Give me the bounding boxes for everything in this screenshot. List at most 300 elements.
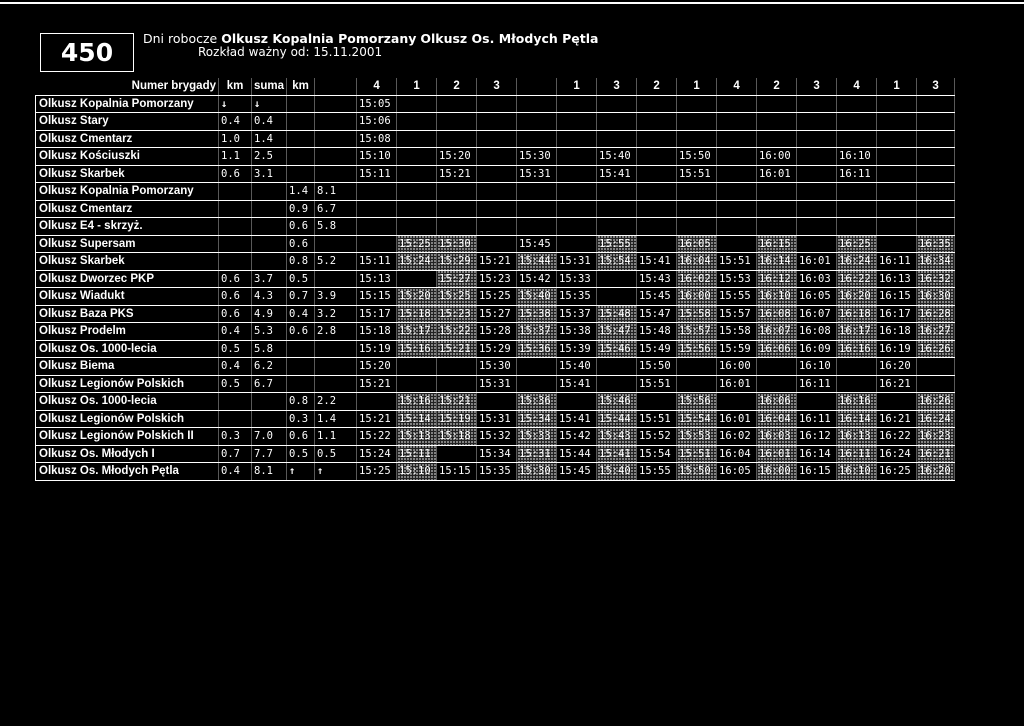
distance-cell: 0.5	[219, 340, 252, 358]
departure-time: 15:58	[717, 323, 757, 341]
distance-cell: 0.6	[219, 288, 252, 306]
departure-time	[677, 375, 717, 393]
departure-time	[557, 183, 597, 201]
departure-time	[877, 148, 917, 166]
header-cell: 4	[717, 78, 757, 95]
distance-cell: 6.7	[252, 375, 287, 393]
departure-time: 15:20	[397, 288, 437, 306]
departure-time	[477, 95, 517, 113]
departure-time: 16:22	[837, 270, 877, 288]
departure-time	[477, 148, 517, 166]
departure-time: 15:35	[477, 463, 517, 481]
departure-time: 15:51	[677, 445, 717, 463]
departure-time	[757, 113, 797, 131]
departure-time: 15:48	[637, 323, 677, 341]
arrow-up-icon: ↑	[287, 463, 315, 481]
departure-time: 16:24	[877, 445, 917, 463]
departure-time: 15:51	[717, 253, 757, 271]
departure-time	[597, 288, 637, 306]
distance-cell: 7.0	[252, 428, 287, 446]
departure-time	[397, 113, 437, 131]
table-row	[36, 393, 955, 411]
departure-time	[557, 148, 597, 166]
departure-time: 16:04	[757, 410, 797, 428]
departure-time	[797, 113, 837, 131]
departure-time: 15:46	[597, 340, 637, 358]
departure-time	[717, 95, 757, 113]
stop-name: Olkusz Os. Młodych Pętla	[36, 463, 219, 481]
departure-time: 15:41	[637, 253, 677, 271]
departure-time	[837, 113, 877, 131]
departure-time	[877, 183, 917, 201]
distance-cell: 5.2	[315, 253, 357, 271]
distance-cell: 2.8	[315, 323, 357, 341]
departure-time: 15:51	[677, 165, 717, 183]
distance-cell: 0.4	[219, 463, 252, 481]
departure-time: 15:29	[437, 253, 477, 271]
distance-cell: 1.1	[219, 148, 252, 166]
departure-time: 15:54	[597, 253, 637, 271]
validity-date: Rozkład ważny od: 15.11.2001	[198, 45, 383, 59]
departure-time	[837, 375, 877, 393]
departure-time: 16:10	[837, 148, 877, 166]
departure-time: 16:02	[677, 270, 717, 288]
departure-time	[877, 200, 917, 218]
departure-time	[717, 218, 757, 236]
departure-time: 15:32	[477, 428, 517, 446]
stop-name: Olkusz Kopalnia Pomorzany	[36, 95, 219, 113]
departure-time: 15:46	[597, 393, 637, 411]
departure-time: 15:11	[357, 165, 397, 183]
table-row	[36, 323, 955, 341]
distance-cell: 6.7	[315, 200, 357, 218]
departure-time	[517, 130, 557, 148]
departure-time: 16:10	[837, 463, 877, 481]
departure-time: 15:31	[517, 445, 557, 463]
departure-time: 15:20	[437, 148, 477, 166]
departure-time	[717, 200, 757, 218]
departure-time	[597, 375, 637, 393]
from-stop: Olkusz Kopalnia Pomorzany	[221, 31, 417, 46]
distance-cell	[287, 113, 315, 131]
departure-time	[757, 358, 797, 376]
timetable	[35, 78, 955, 481]
departure-time: 16:04	[677, 253, 717, 271]
departure-time	[917, 95, 955, 113]
departure-time: 15:54	[637, 445, 677, 463]
departure-time: 16:12	[797, 428, 837, 446]
departure-time: 15:51	[637, 410, 677, 428]
departure-time: 15:44	[597, 410, 637, 428]
distance-cell: 8.1	[252, 463, 287, 481]
distance-cell	[287, 148, 315, 166]
departure-time	[397, 183, 437, 201]
header-cell: 3	[917, 78, 955, 95]
table-row	[36, 183, 955, 201]
distance-cell: 0.6	[219, 305, 252, 323]
departure-time: 16:06	[757, 340, 797, 358]
departure-time: 16:28	[917, 305, 955, 323]
departure-time: 15:11	[357, 253, 397, 271]
header-cell: 4	[837, 78, 877, 95]
departure-time: 15:50	[677, 463, 717, 481]
departure-time: 16:00	[677, 288, 717, 306]
departure-time	[717, 148, 757, 166]
departure-time	[877, 218, 917, 236]
departure-time: 16:21	[877, 375, 917, 393]
header-cell: km	[219, 78, 252, 95]
departure-time	[677, 200, 717, 218]
departure-time	[477, 200, 517, 218]
distance-cell: 0.7	[219, 445, 252, 463]
departure-time	[797, 235, 837, 253]
departure-time: 16:11	[797, 410, 837, 428]
distance-cell	[287, 358, 315, 376]
departure-time: 15:10	[397, 463, 437, 481]
distance-cell: 3.7	[252, 270, 287, 288]
departure-time: 15:31	[557, 253, 597, 271]
header-cell	[517, 78, 557, 95]
stop-name: Olkusz Os. 1000-lecia	[36, 393, 219, 411]
departure-time: 15:55	[637, 463, 677, 481]
table-row	[36, 445, 955, 463]
departure-time: 16:02	[717, 428, 757, 446]
departure-time: 15:45	[557, 463, 597, 481]
departure-time	[837, 200, 877, 218]
stop-name: Olkusz Prodelm	[36, 323, 219, 341]
departure-time: 15:49	[637, 340, 677, 358]
departure-time	[437, 445, 477, 463]
departure-time: 16:01	[797, 253, 837, 271]
distance-cell	[315, 235, 357, 253]
table-row	[36, 288, 955, 306]
departure-time	[757, 183, 797, 201]
departure-time: 15:31	[517, 165, 557, 183]
departure-time	[677, 218, 717, 236]
departure-time: 15:48	[597, 305, 637, 323]
departure-time: 16:05	[717, 463, 757, 481]
departure-time: 16:30	[917, 288, 955, 306]
departure-time: 16:27	[917, 323, 955, 341]
departure-time: 15:44	[517, 253, 557, 271]
departure-time	[557, 113, 597, 131]
departure-time: 15:24	[397, 253, 437, 271]
departure-time: 15:21	[357, 410, 397, 428]
departure-time	[437, 200, 477, 218]
departure-time: 15:33	[517, 428, 557, 446]
table-row	[36, 165, 955, 183]
distance-cell: 0.5	[287, 445, 315, 463]
departure-time	[477, 393, 517, 411]
stop-name: Olkusz Os. 1000-lecia	[36, 340, 219, 358]
distance-cell: 1.4	[252, 130, 287, 148]
departure-time: 15:51	[637, 375, 677, 393]
table-row	[36, 218, 955, 236]
stop-name: Olkusz Skarbek	[36, 165, 219, 183]
departure-time: 15:05	[357, 95, 397, 113]
header-cell: km	[287, 78, 315, 95]
timetable-title	[143, 31, 598, 46]
table-row	[36, 130, 955, 148]
departure-time: 16:25	[877, 463, 917, 481]
departure-time: 15:31	[477, 410, 517, 428]
stop-name: Olkusz Stary	[36, 113, 219, 131]
departure-time	[757, 375, 797, 393]
departure-time: 15:20	[357, 358, 397, 376]
departure-time	[517, 375, 557, 393]
departure-time	[757, 218, 797, 236]
departure-time	[517, 200, 557, 218]
departure-time	[837, 218, 877, 236]
distance-cell	[252, 393, 287, 411]
departure-time: 15:38	[517, 305, 557, 323]
departure-time: 16:17	[877, 305, 917, 323]
departure-time	[437, 130, 477, 148]
departure-time: 15:13	[397, 428, 437, 446]
departure-time	[917, 200, 955, 218]
header-cell: 3	[597, 78, 637, 95]
departure-time	[877, 393, 917, 411]
departure-time: 15:58	[677, 305, 717, 323]
route-number: 450	[60, 38, 114, 67]
departure-time: 15:23	[437, 305, 477, 323]
departure-time: 16:05	[797, 288, 837, 306]
table-row	[36, 305, 955, 323]
departure-time	[637, 235, 677, 253]
departure-time	[437, 95, 477, 113]
departure-time: 16:15	[757, 235, 797, 253]
distance-cell	[219, 183, 252, 201]
table-row	[36, 200, 955, 218]
departure-time: 16:13	[877, 270, 917, 288]
departure-time: 15:40	[597, 148, 637, 166]
distance-cell: 2.2	[315, 393, 357, 411]
header-cell: 3	[477, 78, 517, 95]
departure-time	[837, 130, 877, 148]
header-cell: 3	[797, 78, 837, 95]
departure-time	[717, 183, 757, 201]
departure-time: 15:17	[397, 323, 437, 341]
departure-time: 15:44	[557, 445, 597, 463]
distance-cell	[315, 375, 357, 393]
stop-name: Olkusz Legionów Polskich II	[36, 428, 219, 446]
stop-name: Olkusz Wiadukt	[36, 288, 219, 306]
departure-time	[637, 183, 677, 201]
departure-time: 15:18	[437, 428, 477, 446]
departure-time: 16:01	[717, 410, 757, 428]
departure-time: 16:06	[757, 393, 797, 411]
departure-time: 16:20	[917, 463, 955, 481]
departure-time: 15:41	[597, 445, 637, 463]
distance-cell: 0.6	[287, 323, 315, 341]
departure-time: 15:36	[517, 340, 557, 358]
departure-time: 15:56	[677, 340, 717, 358]
departure-time	[717, 113, 757, 131]
header-cell: 1	[557, 78, 597, 95]
departure-time	[717, 393, 757, 411]
departure-time: 16:00	[757, 148, 797, 166]
header-cell: 4	[357, 78, 397, 95]
distance-cell	[252, 200, 287, 218]
departure-time: 15:24	[357, 445, 397, 463]
departure-time	[517, 358, 557, 376]
departure-time	[397, 270, 437, 288]
departure-time	[797, 130, 837, 148]
departure-time	[677, 183, 717, 201]
distance-cell: 0.5	[287, 270, 315, 288]
departure-time: 15:10	[357, 148, 397, 166]
departure-time	[597, 183, 637, 201]
departure-time	[557, 200, 597, 218]
departure-time	[597, 200, 637, 218]
departure-time	[517, 183, 557, 201]
distance-cell	[252, 183, 287, 201]
distance-cell: 0.4	[219, 113, 252, 131]
distance-cell: 0.6	[219, 270, 252, 288]
departure-time	[917, 130, 955, 148]
departure-time: 15:29	[477, 340, 517, 358]
departure-time	[477, 218, 517, 236]
departure-time	[597, 358, 637, 376]
departure-time: 16:13	[837, 428, 877, 446]
departure-time: 16:12	[757, 270, 797, 288]
table-row	[36, 270, 955, 288]
departure-time: 16:01	[717, 375, 757, 393]
departure-time: 15:40	[597, 463, 637, 481]
distance-cell	[252, 410, 287, 428]
departure-time: 15:16	[397, 393, 437, 411]
departure-time: 15:15	[437, 463, 477, 481]
departure-time: 15:47	[597, 323, 637, 341]
departure-time	[637, 148, 677, 166]
departure-time: 15:40	[557, 358, 597, 376]
header-cell: 1	[877, 78, 917, 95]
departure-time: 16:05	[677, 235, 717, 253]
departure-time: 16:14	[837, 410, 877, 428]
departure-time: 15:34	[477, 445, 517, 463]
departure-time: 16:15	[877, 288, 917, 306]
departure-time: 16:00	[757, 463, 797, 481]
departure-time: 16:25	[837, 235, 877, 253]
stop-name: Olkusz Biema	[36, 358, 219, 376]
stop-name: Olkusz Legionów Polskich	[36, 375, 219, 393]
table-row	[36, 95, 955, 113]
stop-name: Olkusz Cmentarz	[36, 200, 219, 218]
departure-time: 16:09	[797, 340, 837, 358]
departure-time	[517, 218, 557, 236]
departure-time: 16:17	[837, 323, 877, 341]
departure-time	[717, 235, 757, 253]
departure-time: 15:45	[637, 288, 677, 306]
departure-time: 15:14	[397, 410, 437, 428]
stop-name: Olkusz E4 - skrzyż.	[36, 218, 219, 236]
departure-time: 15:57	[677, 323, 717, 341]
distance-cell: 0.5	[315, 445, 357, 463]
departure-time	[677, 95, 717, 113]
departure-time: 16:26	[917, 340, 955, 358]
departure-time	[557, 95, 597, 113]
distance-cell: 7.7	[252, 445, 287, 463]
distance-cell: 0.4	[219, 358, 252, 376]
departure-time	[677, 358, 717, 376]
distance-cell: 1.1	[315, 428, 357, 446]
departure-time	[637, 165, 677, 183]
distance-cell	[219, 200, 252, 218]
distance-cell	[315, 95, 357, 113]
departure-time	[877, 235, 917, 253]
distance-cell	[287, 375, 315, 393]
departure-time: 16:24	[837, 253, 877, 271]
departure-time: 15:30	[477, 358, 517, 376]
departure-time: 15:17	[357, 305, 397, 323]
timetable-body	[36, 95, 955, 480]
distance-cell	[315, 130, 357, 148]
departure-time	[797, 148, 837, 166]
departure-time	[437, 218, 477, 236]
stop-name: Olkusz Baza PKS	[36, 305, 219, 323]
departure-time: 16:16	[837, 393, 877, 411]
departure-time: 15:31	[477, 375, 517, 393]
departure-time: 15:08	[357, 130, 397, 148]
departure-time: 15:30	[517, 463, 557, 481]
departure-time: 15:38	[557, 323, 597, 341]
brigade-number-label: Numer brygady	[36, 78, 219, 95]
departure-time: 15:21	[437, 393, 477, 411]
table-row	[36, 113, 955, 131]
departure-time: 15:50	[637, 358, 677, 376]
departure-time	[837, 358, 877, 376]
departure-time	[597, 130, 637, 148]
departure-time: 16:24	[917, 410, 955, 428]
departure-time	[877, 113, 917, 131]
departure-time: 15:30	[517, 148, 557, 166]
top-rule	[0, 2, 1024, 4]
table-row	[36, 463, 955, 481]
departure-time: 16:34	[917, 253, 955, 271]
stop-name: Olkusz Os. Młodych I	[36, 445, 219, 463]
departure-time: 16:18	[877, 323, 917, 341]
distance-cell: 3.9	[315, 288, 357, 306]
departure-time: 16:20	[837, 288, 877, 306]
distance-cell	[219, 218, 252, 236]
departure-time: 16:11	[877, 253, 917, 271]
header-cell: 2	[637, 78, 677, 95]
departure-time	[797, 165, 837, 183]
departure-time	[637, 130, 677, 148]
departure-time	[677, 113, 717, 131]
departure-time	[637, 200, 677, 218]
departure-time: 16:08	[757, 305, 797, 323]
departure-time: 16:10	[757, 288, 797, 306]
departure-time	[917, 113, 955, 131]
departure-time	[917, 183, 955, 201]
distance-cell: 2.5	[252, 148, 287, 166]
departure-time: 15:41	[597, 165, 637, 183]
distance-cell: 0.7	[287, 288, 315, 306]
distance-cell	[287, 130, 315, 148]
departure-time: 16:23	[917, 428, 955, 446]
departure-time: 15:21	[477, 253, 517, 271]
departure-time: 16:11	[797, 375, 837, 393]
departure-time: 15:55	[717, 288, 757, 306]
departure-time	[797, 200, 837, 218]
departure-time: 16:35	[917, 235, 955, 253]
departure-time: 15:43	[597, 428, 637, 446]
table-row	[36, 375, 955, 393]
departure-time: 15:59	[717, 340, 757, 358]
departure-time: 15:39	[557, 340, 597, 358]
distance-cell	[219, 393, 252, 411]
